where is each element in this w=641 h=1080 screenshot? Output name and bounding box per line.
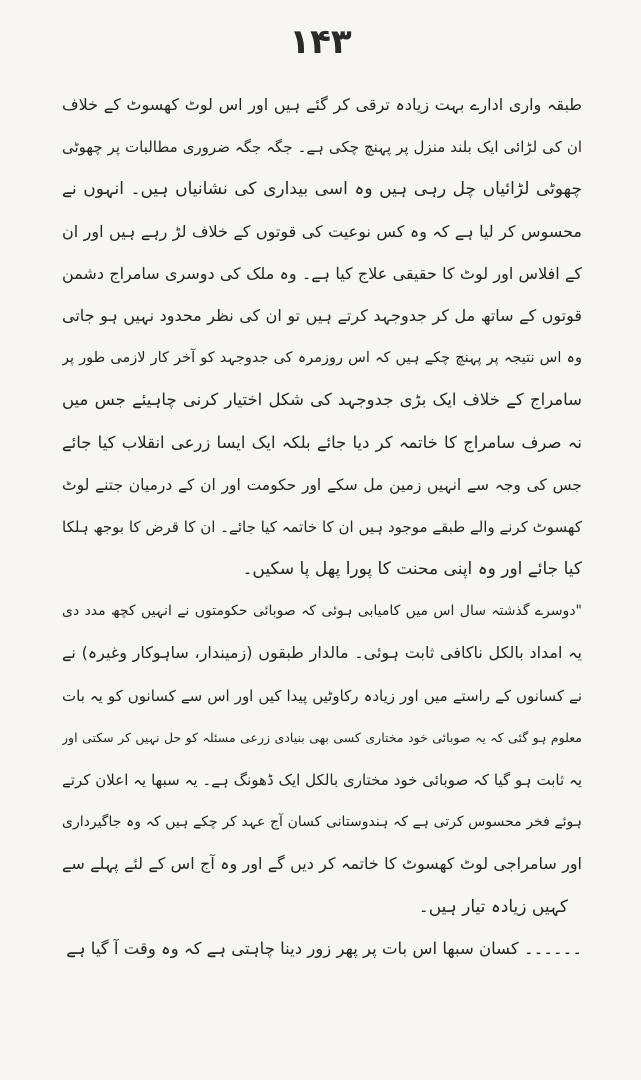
text-line: جس کی وجہ سے انہیں زمین مل سکے اور حکومت اور ان کے درمیان جتنے لوٹ (62, 475, 582, 494)
text-line: ہوئے فخر محسوس کرتی ہے کہ ہندوستانی کسان آج عہد کر چکے ہیں کہ وہ جاگیرداری (62, 814, 582, 831)
text-line: کہیں زیادہ تیار ہیں۔ (418, 896, 568, 917)
text-line: نہ صرف سامراج کا خاتمہ کر دیا جائے بلکہ ایک ایسا زرعی انقلاب کیا جائے (62, 432, 582, 452)
text-line: "دوسرے گذشتہ سال اس میں کامیابی ہوئی کہ صوبائی حکومتوں نے انہیں کچھ مدد دی (62, 603, 582, 620)
text-line: یہ امداد بالکل ناکافی ثابت ہوئی۔ مالدار طبقوں (زمیندار، ساہوکار وغیرہ) نے (62, 643, 582, 663)
body-text (62, 76, 582, 962)
text-line: کھسوٹ کرنے والے طبقے موجود ہیں ان کا خاتمہ کیا جائے۔ ان کا قرض کا بوجھ ہلکا (62, 517, 582, 536)
text-line: یہ ثابت ہو گیا کہ صوبائی خود مختاری بالکل ایک ڈھونگ ہے۔ یہ سبھا یہ اعلان کرتے (62, 771, 582, 789)
text-line: سامراج کے خلاف ایک بڑی جدوجہد کی شکل اختیار کرنی چاہیئے جس میں (62, 390, 582, 410)
text-line: چھوٹی لڑائیاں چل رہی ہیں وہ اسی بیداری کی نشانیاں ہیں۔ انہوں نے (62, 179, 582, 200)
text-line: قوتوں کے ساتھ مل کر جدوجہد کرتے ہیں تو ان کی نظر محدود نہیں ہو جاتی (62, 305, 582, 325)
text-line: اور سامراجی لوٹ کھسوٹ کا خاتمہ کر دیں گے اور وہ آج اس کے لئے پہلے سے (62, 854, 582, 874)
page-number: ۱۴۳ (289, 22, 352, 62)
text-line: معلوم ہو گئی کہ یہ صوبائی خود مختاری کسی بھی بنیادی زرعی مسئلہ کو حل نہیں کر سکتی اور (62, 729, 582, 745)
text-line: ۔۔۔۔۔۔ کسان سبھا اس بات پر پھر زور دینا چاہتی ہے کہ وہ وقت آ گیا ہے (66, 938, 582, 958)
text-line: کیا جائے اور وہ اپنی محنت کا پورا پھل پا سکیں۔ (242, 559, 582, 580)
text-line: محسوس کر لیا ہے کہ وہ کس نوعیت کی قوتوں کے خلاف لڑ رہے ہیں اور ان (62, 221, 582, 241)
text-line: وہ اس نتیجہ پر پہنچ چکے ہیں کہ اس روزمرہ کی جدوجہد کو آخر کار لازمی طور پر (62, 350, 582, 367)
text-line: کے افلاس اور لوٹ کا حقیقی علاج کیا ہے۔ وہ ملک کی دوسری سامراج دشمن (62, 263, 582, 283)
text-line: طبقہ واری ادارے بہت زیادہ ترقی کر گئے ہیں اور اس لوٹ کھسوٹ کے خلاف (62, 95, 582, 114)
text-line: نے کسانوں کے راستے میں اور زیادہ رکاوٹیں پیدا کیں اور اس سے کسانوں کو یہ بات (62, 686, 582, 705)
text-line: ان کی لڑائی ایک بلند منزل پر پہنچ چکی ہے۔ جگہ جگہ ضروری مطالبات پر چھوٹی (62, 138, 582, 157)
